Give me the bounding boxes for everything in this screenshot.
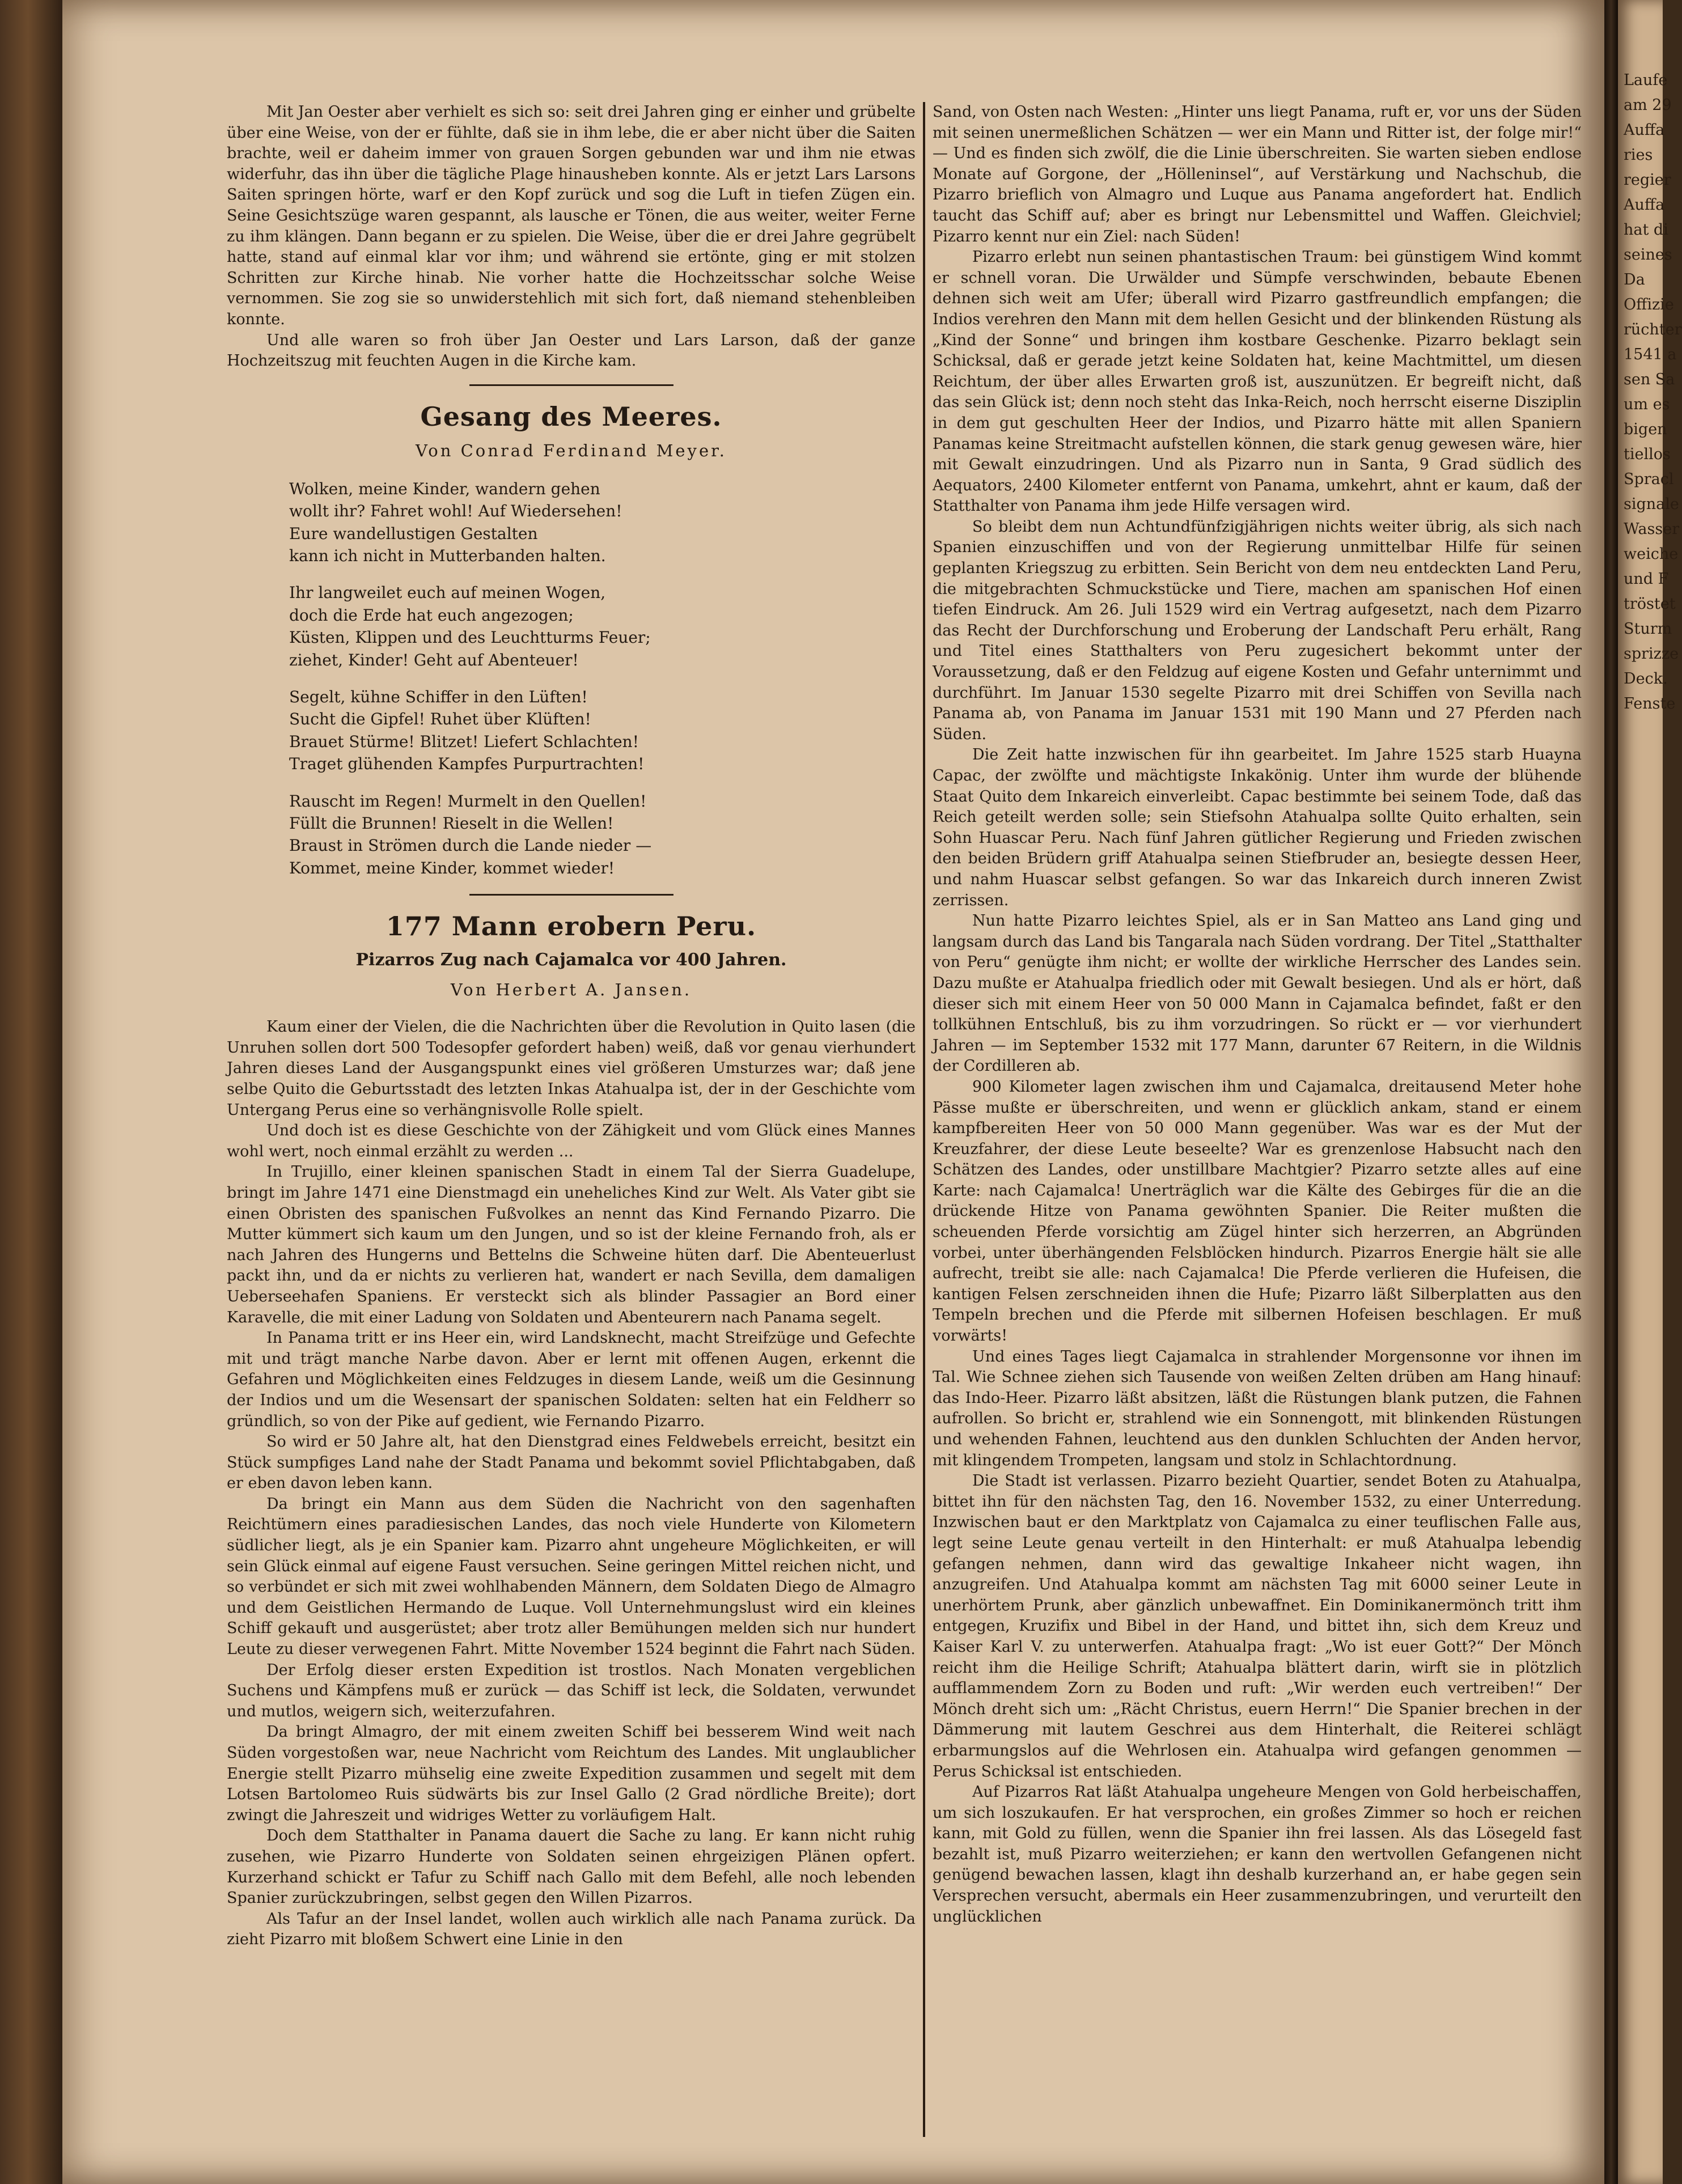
next-page-fragment: Wasser: [1624, 520, 1680, 538]
next-page-fragment: rüchter: [1624, 321, 1682, 338]
poem-title: Gesang des Meeres.: [420, 401, 722, 432]
poem-line: Füllt die Brunnen! Rieselt in die Wellen!: [289, 814, 614, 833]
next-page-fragment: tiellos: [1624, 446, 1671, 463]
paragraph: Als Tafur an der Insel landet, wollen auch wirklich alle nach Panama zurück. Da zieht Pizarro mit bloßem Schwert eine Linie in den: [227, 1910, 916, 1949]
next-page-fragment: weiche: [1624, 545, 1679, 563]
poem-line: ziehet, Kinder! Geht auf Abenteuer!: [289, 650, 579, 669]
paragraph: Die Zeit hatte inzwischen für ihn gearbeitet. Im Jahre 1525 starb Huayna Capac, der zwölfte und mächtigste Inkakönig. Unter ihm wurde der blühende Staat Quito dem Inkareich einverleibt. Capac bestimmte bei seinem Tode, daß das Reich geteilt werden solle; sein Stiefsohn Atahualpa sollte Quito erhalten, sein Sohn Huascar Peru. Nach fünf Jahren gütlicher Regierung und Frieden zwischen den beiden Brüdern griff Atahualpa seinen Stiefbruder an, besiegte dessen Heer, und nahm Huascar selbst gefangen. So war das Inkareich durch inneren Zwist zerrissen.: [933, 746, 1582, 909]
poem-stanza: [289, 582, 916, 671]
poem-line: kann ich nicht in Mutterbanden halten.: [289, 546, 606, 565]
next-page-fragment: 1541 a: [1624, 346, 1677, 363]
next-page-fragment: Laufe: [1624, 71, 1668, 89]
poem-stanza: [289, 790, 916, 880]
poem-line: Küsten, Klippen und des Leuchtturms Feuer;: [289, 628, 651, 647]
poem-line: Kommet, meine Kinder, kommet wieder!: [289, 858, 615, 877]
paragraph: Der Erfolg dieser ersten Expedition ist trostlos. Nach Monaten vergeblichen Suchens und Kämpfens muß er zurück — das Schiff ist leck, die Soldaten, verwundet und mutlos, weigern sich, weiterzufahren.: [227, 1661, 916, 1720]
next-page-fragment: um es: [1624, 396, 1670, 413]
paragraph: Da bringt ein Mann aus dem Süden die Nachricht von den sagenhaften Reichtümern eines paradiesischen Landes, das noch viele Hunderte von Kilometern südlicher liegt, als je ein Spanier kam. Pizarro ahnt ungeheure Möglichkeiten, er will sein Glück einmal auf eigene Faust versuchen. Seine geringen Mittel reichen nicht, und so verbündet er sich mit zwei wohlhabenden Männern, dem Soldaten Diego de Almagro und dem Geistlichen Hermando de Luque. Voll Unternehmungslust wird ein kleines Schiff gekauft und ausgerüstet; aber trotz aller Bemühungen melden sich nur hundert Leute zu dieser verwegenen Fahrt. Mitte November 1524 beginnt die Fahrt nach Süden.: [227, 1495, 916, 1659]
next-page-fragment: Auffa: [1624, 121, 1665, 139]
poem-line: Eure wandellustigen Gestalten: [289, 524, 538, 543]
paragraph: Da bringt Almagro, der mit einem zweiten Schiff bei besserem Wind weit nach Süden vorgestoßen war, neue Nachricht vom Reichtum des Landes. Mit unglaublicher Energie stellt Pizarro mühselig eine zweite Expedition zusammen und segelt mit dem Lotsen Bartolomeo Ruis südwärts bis zur Insel Gallo (2 Grad nördliche Breite); dort zwingt die Jahreszeit und widriges Wetter zu vorläufigem Halt.: [227, 1723, 916, 1824]
next-page-fragment: und F: [1624, 570, 1669, 588]
next-page-fragment: sprizze: [1624, 645, 1679, 663]
paragraph: Auf Pizarros Rat läßt Atahualpa ungeheure Mengen von Gold herbeischaffen, um sich loszukaufen. Er hat versprochen, ein großes Zimmer so hoch er reichen kann, mit Gold zu füllen, wenn die Spanier ihn frei lassen. Als das Lösegeld fast bezahlt ist, muß Pizarro weiterziehen; er kann den wertvollen Gefangenen nicht genügend bewachen lassen, klagt ihn deshalb kurzerhand an, er habe gegen sein Versprechen versucht, abermals ein Heer zusammenzubringen, und verurteilt den unglücklichen: [933, 1783, 1582, 1926]
paragraph: In Trujillo, einer kleinen spanischen Stadt in einem Tal der Sierra Guadelupe, bringt im Jahre 1471 eine Dienstmagd ein uneheliches Kind zur Welt. Als Vater gibt sie einen Obristen des spanischen Fußvolkes an nennt das Kind Fernando Pizarro. Die Mutter kümmert sich kaum um den Jungen, und so ist der kleine Fernando froh, als er nach Jahren des Hungerns und Bettelns die Schweine hüten darf. Die Abenteuerlust packt ihn, und da er nichts zu verlieren hat, wandert er nach Sevilla, dem damaligen Ueberseehafen Spaniens. Er versteckt sich als blinder Passagier an Bord einer Karavelle, die mit einer Ladung von Soldaten und Abenteurern nach Panama segelt.: [227, 1163, 916, 1326]
next-page-fragment: Fenste: [1624, 695, 1676, 713]
paragraph: Nun hatte Pizarro leichtes Spiel, als er in San Matteo ans Land ging und langsam durch das Land bis Tangarala nach Süden vordrang. Der Titel „Statthalter von Peru“ genügte ihm nicht; er wollte der wirkliche Herrscher des Landes sein. Dazu mußte er Atahualpa friedlich oder mit Gewalt besiegen. Und als er hört, daß dieser sich mit einem Heer von 50 000 Mann in Cajamalca befindet, faßt er den tollkühnen Entschluß, bis zu ihm vorzudringen. So rückt er — vor vierhundert Jahren — im September 1532 mit 177 Mann, darunter 67 Reitern, in die Wildnis der Cordilleren ab.: [933, 912, 1582, 1075]
next-page-fragment: signale: [1624, 495, 1679, 513]
paragraph: Pizarro erlebt nun seinen phantastischen Traum: bei günstigem Wind kommt er schnell voran. Die Urwälder und Sümpfe verschwinden, bebaute Ebenen dehnen sich weit am Ufer; überall wird Pizarro gastfreundlich empfangen; die Indios verehren den Mann mit dem hellen Gesicht und der blinkenden Rüstung als „Kind der Sonne“ und bringen ihm kostbare Geschenke. Pizarro beklagt sein Schicksal, daß er gerade jetzt keine Soldaten hat, keine Machtmittel, um diesen Reichtum, der über alles Erwarten groß ist, auszunützen. Er begreift nicht, daß das sein Glück ist; denn noch steht das Inka-Reich, noch herrscht eiserne Disziplin in dem gut geschulten Heer der Indios, und Pizarro hätte mit allen Spaniern Panamas keine Streitmacht aufstellen können, die stark genug gewesen wäre, hier mit Gewalt einzudringen. Und als Pizarro nun in Santa, 9 Grad südlich des Aequators, 2400 Kilometer entfernt von Panama, umkehrt, ahnt er kaum, daß der Statthalter von Panama ihm jede Hilfe versagen wird.: [933, 248, 1582, 515]
book-spine-left: [0, 0, 62, 2184]
paragraph: Doch dem Statthalter in Panama dauert die Sache zu lang. Er kann nicht ruhig zusehen, wie Pizarro Hunderte von Soldaten seinen ehrgeizigen Plänen opfert. Kurzerhand schickt er Tafur zu Schiff nach Gallo mit dem Befehl, alle noch lebenden Spanier zurückzubringen, selbst gegen den Willen Pizarros.: [227, 1827, 916, 1907]
poem-line: Segelt, kühne Schiffer in den Lüften!: [289, 687, 588, 706]
next-page-fragment: ries: [1624, 146, 1653, 164]
column-divider: [923, 102, 925, 2137]
next-page-fragment: am 29: [1624, 96, 1672, 114]
paragraph: In Panama tritt er ins Heer ein, wird Landsknecht, macht Streifzüge und Gefechte mit und trägt manche Narbe davon. Aber er lernt mit offenen Augen, erkennt die Gefahren und Möglichkeiten eines Feldzuges in diesem Lande, weiß um die Gesinnung der Indios und um die Wesensart der spanischen Soldaten: selten hat ein Feldherr so gründlich, so von der Pike auf gedient, wie Fernando Pizarro.: [227, 1329, 916, 1430]
paragraph: Und doch ist es diese Geschichte von der Zähigkeit und vom Glück eines Mannes wohl wert, noch einmal erzählt zu werden ...: [227, 1122, 916, 1160]
paragraph: Mit Jan Oester aber verhielt es sich so: seit drei Jahren ging er einher und grübelte über eine Weise, von der er fühlte, daß sie in ihm lebe, die er aber nicht über die Saiten brachte, weil er daheim immer von grauen Sorgen gebunden war und ihm nie etwas widerfuhr, das ihn über die tägliche Plage hinausheben konnte. Als er jetzt Lars Larsons Saiten springen hörte, warf er den Kopf zurück und sog die Luft in tiefen Zügen ein. Seine Gesichtszüge waren gespannt, als lausche er Tönen, die aus weiter, weiter Ferne zu ihm klängen. Dann begann er zu spielen. Die Weise, über die er drei Jahre gegrübelt hatte, stand auf einmal klar vor ihm; und während sie ertönte, ging er mit stolzen Schritten zur Kirche hinab. Nie vorher hatte die Hochzeitsschar solche Weise vernommen. Sie zog sie so unwiderstehlich mit sich fort, daß niemand stehenbleiben konnte.: [227, 103, 916, 328]
next-page-fragment: tröstet: [1624, 595, 1676, 613]
poem-stanza: [289, 686, 916, 775]
paragraph: Sand, von Osten nach Westen: „Hinter uns liegt Panama, ruft er, vor uns der Süden mit seinen unermeßlichen Schätzen — wer ein Mann und Ritter ist, der folge mir!“ — Und es finden sich zwölf, die die Linie überschreiten. Sie warten sieben endlose Monate auf Gorgone, der „Hölleninsel“, auf Verstärkung und Nachschub, die Pizarro brieflich von Almagro und Luque aus Panama angefordert hat. Endlich taucht das Schiff auf; aber es bringt nur Lebensmittel und Waffen. Gleichviel; Pizarro kennt nur ein Ziel: nach Süden!: [933, 103, 1582, 245]
adjacent-page-edge: [1618, 0, 1682, 2184]
left-column: [227, 102, 916, 1950]
next-page-fragment: seines: [1624, 246, 1672, 264]
next-page-fragment: Spracl: [1624, 470, 1674, 488]
poem-author: Von Conrad Ferdinand Meyer.: [415, 440, 727, 460]
poem-stanza: [289, 478, 916, 567]
poem-line: Brauet Stürme! Blitzet! Liefert Schlachten!: [289, 732, 639, 751]
next-page-fragment: sen Sa: [1624, 371, 1675, 388]
next-page-fragment: Deck.: [1624, 670, 1668, 688]
poem-body: [289, 478, 916, 880]
paragraph: Kaum einer der Vielen, die die Nachrichten über die Revolution in Quito lasen (die Unruhen sollen dort 500 Todesopfer gefordert haben) weiß, daß vor genau vierhundert Jahren dieses Land der Ausgangspunkt eines viel größeren Umsturzes war; daß jene selbe Quito die Geburtsstadt des letzten Inkas Atahualpa ist, der in der Geschichte vom Untergang Perus eine so verhängnisvolle Rolle spielt.: [227, 1018, 916, 1119]
poem-line: Braust in Strömen durch die Lande nieder —: [289, 836, 652, 855]
next-page-fragment: hat di: [1624, 221, 1668, 239]
article-title: 177 Mann erobern Peru.: [385, 911, 757, 942]
poem-line: wollt ihr? Fahret wohl! Auf Wiedersehen!: [289, 502, 622, 521]
paragraph: Und eines Tages liegt Cajamalca in strahlender Morgensonne vor ihnen im Tal. Wie Schnee ziehen sich Tausende von weißen Zelten drüben am Hang hinauf: das Indo-Heer. Pizarro läßt absitzen, läßt die Rüstungen blank putzen, die Fahnen aufrollen. So bricht er, strahlend wie ein Sonnengott, mit blinkenden Rüstungen und wehenden Fahnen, leuchtend aus den dunklen Schluchten der Anden hervor, mit klingendem Trompeten, langsam und stolz in Schlachtordnung.: [933, 1347, 1582, 1469]
section-rule: [469, 894, 673, 896]
next-page-fragment: Da: [1624, 271, 1645, 289]
intro-story: [227, 102, 916, 372]
next-page-fragment: regier: [1624, 171, 1671, 189]
poem-line: Sucht die Gipfel! Ruhet über Klüften!: [289, 710, 591, 729]
poem-line: Wolken, meine Kinder, wandern gehen: [289, 479, 600, 498]
next-page-fragment: Auffa: [1624, 196, 1665, 214]
article-subtitle: Pizarros Zug nach Cajamalca vor 400 Jahren.: [355, 950, 787, 970]
poem-line: Rauscht im Regen! Murmelt in den Quellen!: [289, 791, 647, 811]
article-body-left: [227, 1017, 916, 1950]
poem-line: Traget glühenden Kampfes Purpurtrachten!: [289, 754, 645, 774]
book-gutter: [1604, 0, 1618, 2184]
poem-line: doch die Erde hat euch angezogen;: [289, 605, 574, 625]
section-rule: [469, 384, 673, 386]
next-page-fragment: bigen: [1624, 421, 1667, 438]
poem-line: Ihr langweilet euch auf meinen Wogen,: [289, 583, 606, 603]
article-author: Von Herbert A. Jansen.: [450, 980, 692, 1000]
paragraph: Und alle waren so froh über Jan Oester und Lars Larson, daß der ganze Hochzeitszug mit feuchten Augen in die Kirche kam.: [227, 331, 916, 370]
right-column: [933, 102, 1582, 1927]
next-page-fragment: Offizie: [1624, 296, 1674, 313]
paragraph: So bleibt dem nun Achtundfünfzigjährigen nichts weiter übrig, als sich nach Spanien einzuschiffen und von der Regierung unmittelbar Hilfe für seinen geplanten Kriegszug zu erbitten. Sein Bericht von dem neu entdeckten Land Peru, die mitgebrachten Schmuckstücke und Tiere, machen am spanischen Hof einen tiefen Eindruck. Am 26. Juli 1529 wird ein Vertrag aufgesetzt, nach dem Pizarro das Recht der Durchforschung und Eroberung der Landschaft Peru erhält, Rang und Titel eines Statthalters von Peru zugesichert bekommt unter der Voraussetzung, daß er den Feldzug auf eigene Kosten und Gefahr unternimmt und durchführt. Im Januar 1530 segelte Pizarro mit drei Schiffen von Sevilla nach Panama ab, von Panama im Januar 1531 mit 190 Mann und 27 Pferden nach Süden.: [933, 518, 1582, 743]
paragraph: So wird er 50 Jahre alt, hat den Dienstgrad eines Feldwebels erreicht, besitzt ein Stück sumpfiges Land nahe der Stadt Panama und bekommt soviel Pflichtabgaben, daß er eben davon leben kann.: [227, 1433, 916, 1492]
paragraph: 900 Kilometer lagen zwischen ihm und Cajamalca, dreitausend Meter hohe Pässe mußte er überschreiten, und wenn er glücklich ankam, stand er einem kampfbereiten Heer von 50 000 Mann gegenüber. Was war es der Mut der Kreuzfahrer, der diese Leute beseelte? War es grenzenlose Habsucht nach den Schätzen des Landes, oder unstillbare Machtgier? Pizarro setzte alles auf eine Karte: nach Cajamalca! Unerträglich war die Kälte des Gebirges für die an die drückende Hitze von Panama gewöhnten Spanier. Die Reiter mußten die scheuenden Pferde vorsichtig am Zügel hinter sich herzerren, an Abgründen vorbei, unter überhängenden Felsblöcken hindurch. Pizarros Energie hält sie alle aufrecht, treibt sie alle: nach Cajamalca! Die Pferde verlieren die Hufeisen, die kantigen Felsen zerschneiden ihnen die Hufe; Pizarro läßt Silberplatten aus den Tempeln brechen und die Pferde mit silbernen Hofeisen beschlagen. Er muß vorwärts!: [933, 1078, 1582, 1345]
next-page-fragment: Sturm: [1624, 620, 1672, 638]
paragraph: Die Stadt ist verlassen. Pizarro bezieht Quartier, sendet Boten zu Atahualpa, bittet ihn für den nächsten Tag, den 16. November 1532, zu einer Unterredung. Inzwischen baut er den Marktplatz von Cajamalca zu einer teuflischen Falle aus, legt seine Leute genau verteilt in den Hinterhalt: er muß Atahualpa lebendig gefangen nehmen, dann wird das gewaltige Inkaheer nicht wagen, ihn anzugreifen. Und Atahualpa kommt am nächsten Tag mit 6000 seiner Leute in unerhörtem Prunk, aber gänzlich unbewaffnet. Ein Dominikanermönch tritt ihm entgegen, Kruzifix und Bibel in der Hand, und bittet ihn, sich dem Kreuz und Kaiser Karl V. zu unterwerfen. Atahualpa fragt: „Wo ist euer Gott?“ Der Mönch reicht ihm die Heilige Schrift; Atahualpa blättert darin, wirft sie in plötzlich aufflammendem Zorn zu Boden und ruft: „Wir werden euch vertreiben!“ Der Mönch dreht sich um: „Rächt Christus, euern Herrn!“ Die Spanier brechen in der Dämmerung mit lautem Geschrei aus dem Hinterhalt, die Reiterei schlägt erbarmungslos auf die Wehrlosen ein. Atahualpa wird gefangen genommen — Perus Schicksal ist entschieden.: [933, 1472, 1582, 1780]
